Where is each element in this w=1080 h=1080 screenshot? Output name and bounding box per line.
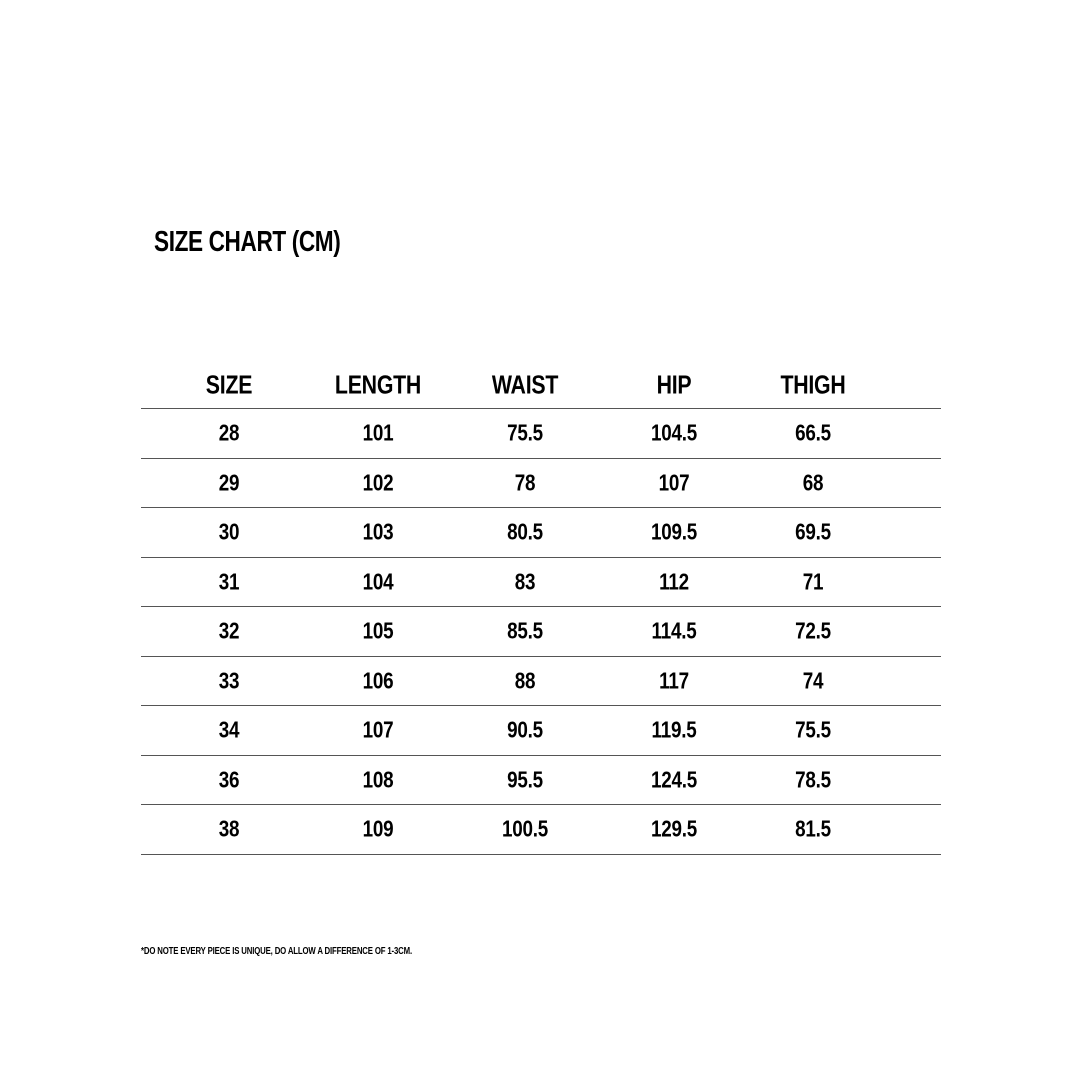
table-row bbox=[141, 706, 941, 756]
cell-hip: 124.5 bbox=[651, 766, 697, 793]
cell-size: 28 bbox=[218, 419, 240, 446]
cell-waist: 95.5 bbox=[507, 766, 543, 793]
measurement-disclaimer: *DO NOTE EVERY PIECE IS UNIQUE, DO ALLOW A DIFFERENCE OF 1-3CM. bbox=[141, 946, 413, 957]
column-header-hip: HIP bbox=[656, 369, 692, 400]
cell-hip: 104.5 bbox=[651, 419, 697, 446]
size-table bbox=[141, 362, 941, 855]
cell-hip: 119.5 bbox=[651, 716, 697, 743]
table-row bbox=[141, 607, 941, 657]
cell-thigh: 66.5 bbox=[795, 419, 831, 446]
cell-hip: 129.5 bbox=[651, 815, 697, 842]
size-chart-title: SIZE CHART (CM) bbox=[154, 226, 341, 258]
column-header-size: SIZE bbox=[205, 369, 253, 400]
cell-size: 36 bbox=[218, 766, 240, 793]
cell-length: 103 bbox=[362, 518, 394, 545]
cell-length: 105 bbox=[362, 617, 394, 644]
table-row bbox=[141, 805, 941, 855]
cell-waist: 90.5 bbox=[507, 716, 543, 743]
table-row bbox=[141, 558, 941, 608]
column-header-thigh: THIGH bbox=[780, 369, 846, 400]
table-row bbox=[141, 756, 941, 806]
cell-thigh: 74 bbox=[802, 667, 824, 694]
cell-waist: 78 bbox=[514, 469, 536, 496]
cell-thigh: 68 bbox=[802, 469, 824, 496]
cell-waist: 88 bbox=[514, 667, 536, 694]
cell-waist: 85.5 bbox=[507, 617, 543, 644]
cell-length: 104 bbox=[362, 568, 394, 595]
cell-waist: 75.5 bbox=[507, 419, 543, 446]
cell-waist: 80.5 bbox=[507, 518, 543, 545]
cell-hip: 112 bbox=[659, 568, 689, 595]
cell-size: 34 bbox=[218, 716, 240, 743]
column-header-length: LENGTH bbox=[334, 369, 422, 400]
cell-thigh: 69.5 bbox=[795, 518, 831, 545]
cell-thigh: 71 bbox=[802, 568, 824, 595]
table-row bbox=[141, 409, 941, 459]
cell-hip: 117 bbox=[659, 667, 689, 694]
cell-size: 30 bbox=[218, 518, 240, 545]
cell-waist: 100.5 bbox=[502, 815, 548, 842]
cell-hip: 114.5 bbox=[651, 617, 697, 644]
cell-thigh: 78.5 bbox=[795, 766, 831, 793]
cell-size: 33 bbox=[218, 667, 240, 694]
cell-size: 31 bbox=[218, 568, 240, 595]
table-row bbox=[141, 657, 941, 707]
cell-size: 29 bbox=[218, 469, 240, 496]
cell-hip: 109.5 bbox=[651, 518, 697, 545]
cell-length: 109 bbox=[362, 815, 394, 842]
cell-size: 32 bbox=[218, 617, 240, 644]
table-header-row bbox=[141, 362, 941, 409]
cell-length: 106 bbox=[362, 667, 394, 694]
cell-length: 108 bbox=[362, 766, 394, 793]
cell-thigh: 81.5 bbox=[795, 815, 831, 842]
cell-length: 101 bbox=[362, 419, 394, 446]
cell-waist: 83 bbox=[514, 568, 536, 595]
cell-hip: 107 bbox=[658, 469, 690, 496]
cell-size: 38 bbox=[218, 815, 240, 842]
table-row bbox=[141, 508, 941, 558]
cell-thigh: 75.5 bbox=[795, 716, 831, 743]
cell-length: 102 bbox=[362, 469, 394, 496]
table-row bbox=[141, 459, 941, 509]
column-header-waist: WAIST bbox=[491, 369, 559, 400]
cell-thigh: 72.5 bbox=[795, 617, 831, 644]
cell-length: 107 bbox=[362, 716, 394, 743]
